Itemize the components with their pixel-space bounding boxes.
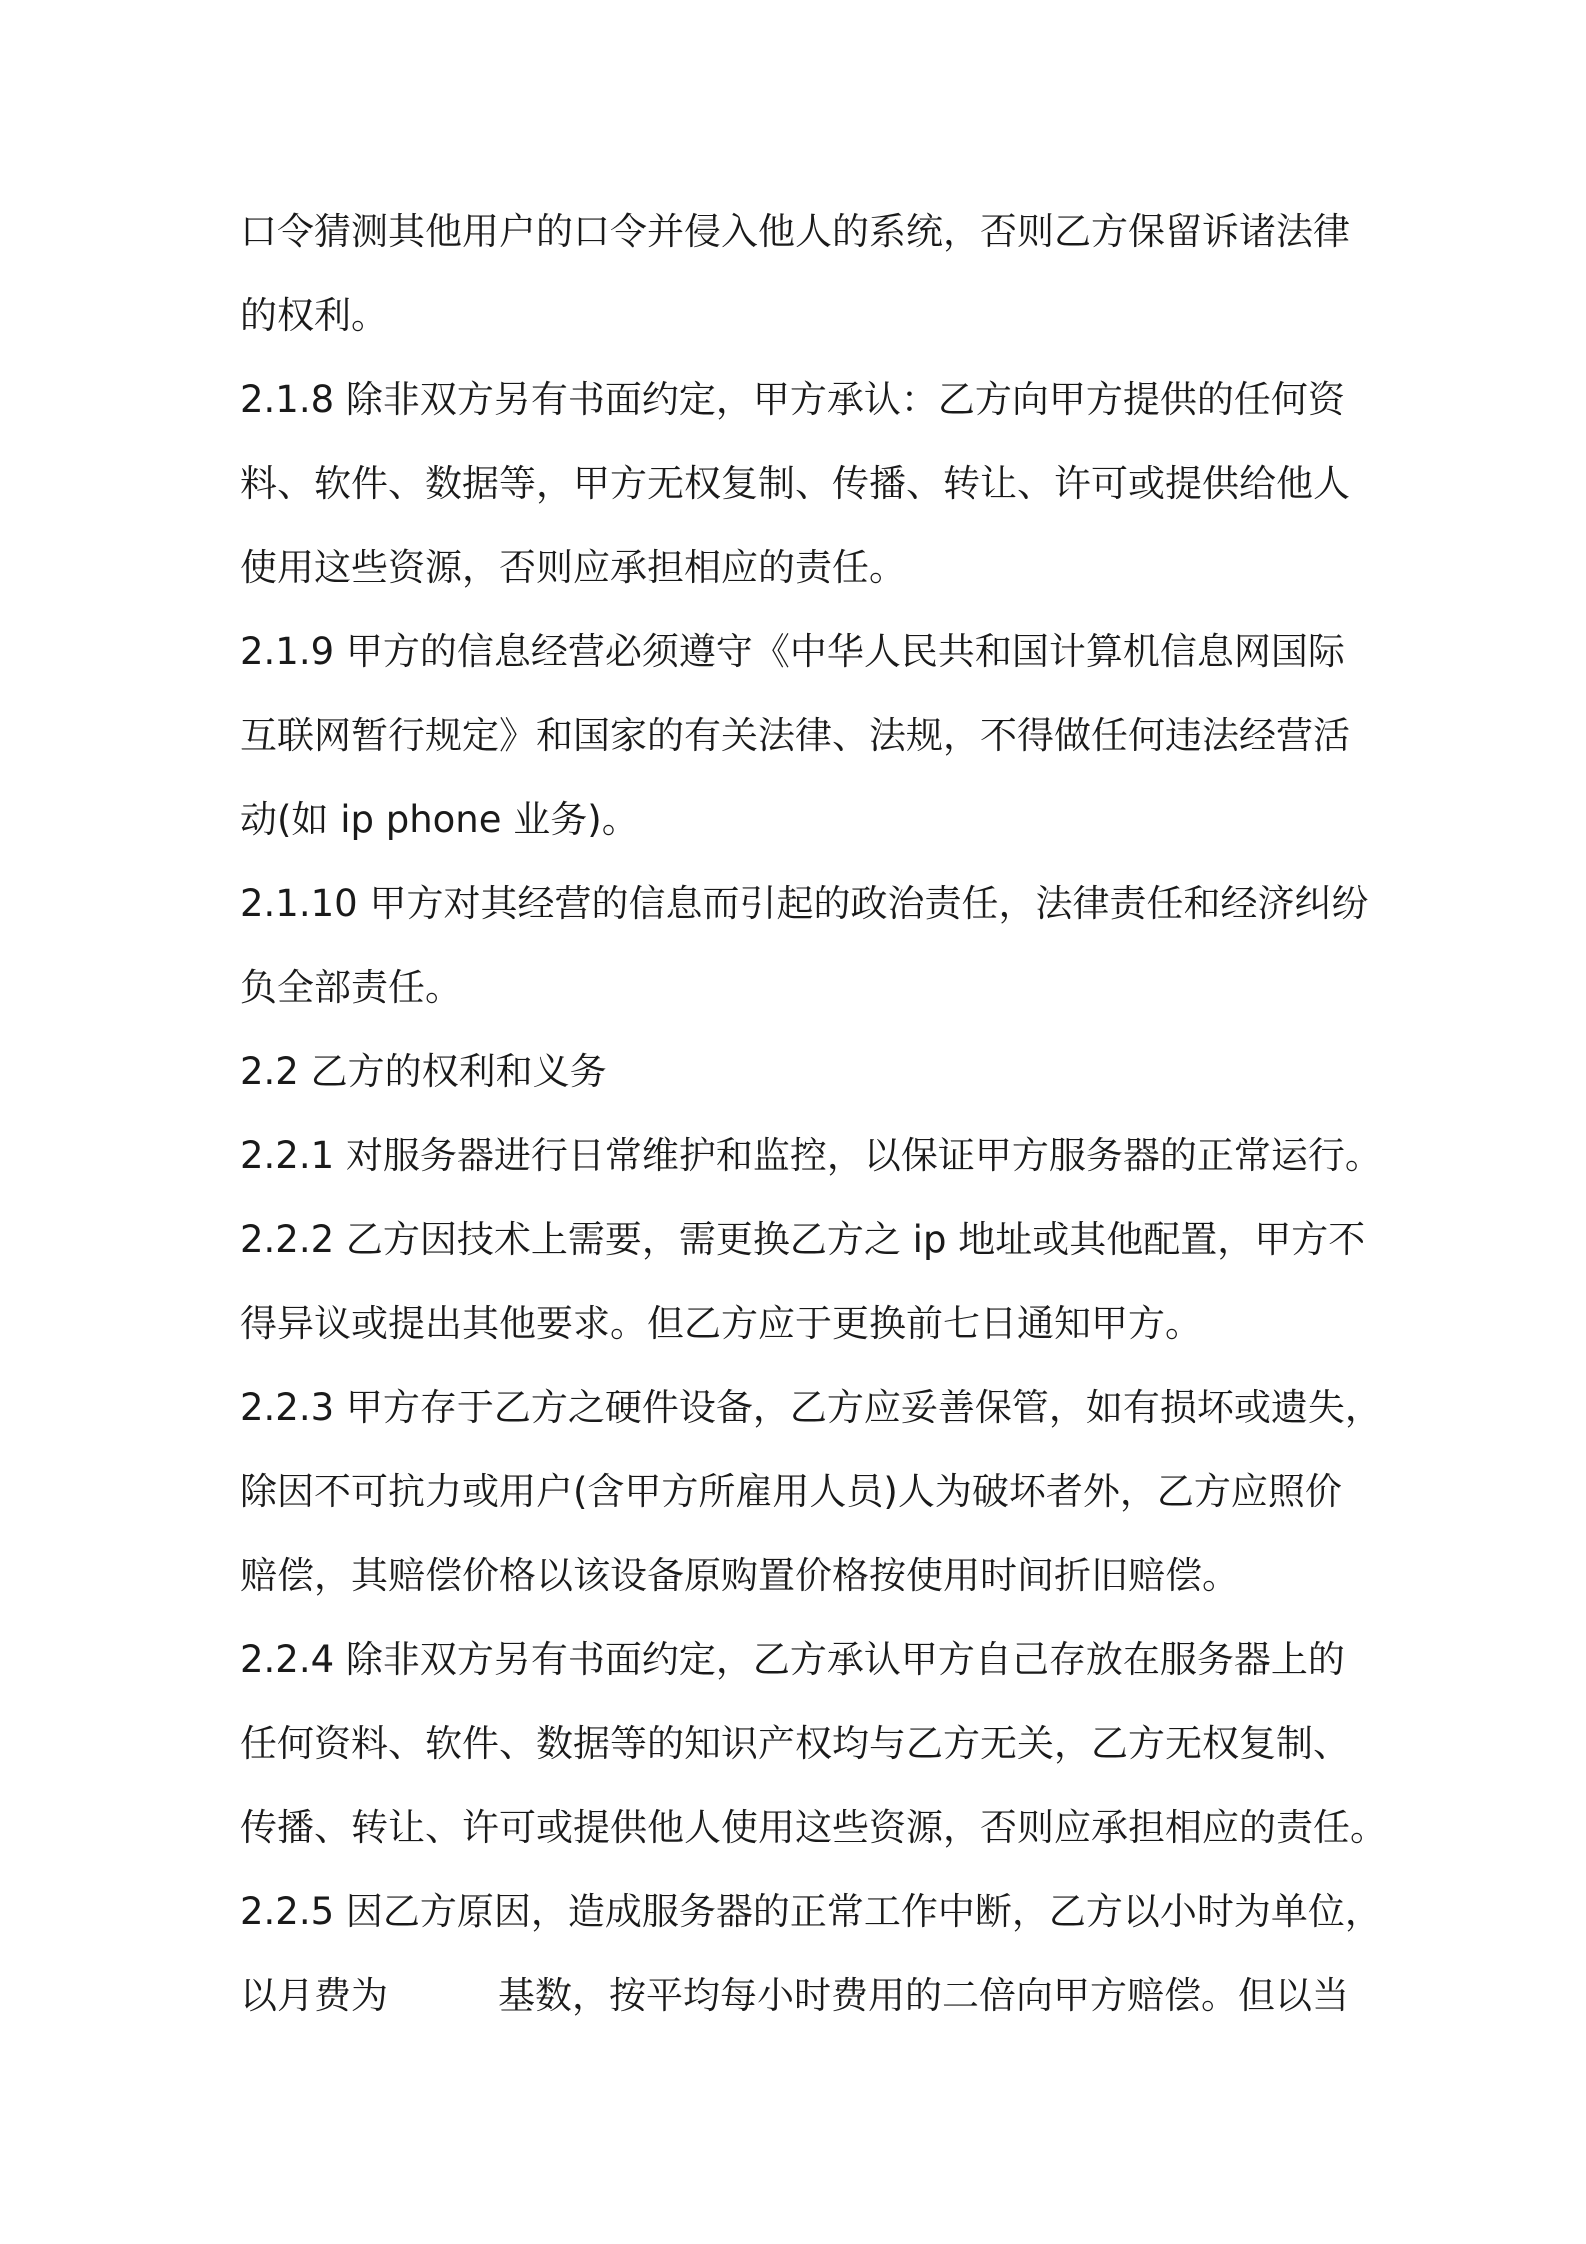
text-line: 2.1.10 甲方对其经营的信息而引起的政治责任，法律责任和经济纠纷 — [240, 882, 1369, 925]
text-line: 任何资料、软件、数据等的知识产权均与乙方无关，乙方无权复制、 — [240, 1722, 1350, 1765]
text-line: 的权利。 — [240, 294, 388, 337]
text-line: 传播、转让、许可或提供他人使用这些资源，否则应承担相应的责任。 — [240, 1806, 1387, 1849]
text-line: 料、软件、数据等，甲方无权复制、传播、转让、许可或提供给他人 — [240, 462, 1350, 505]
text-line: 得异议或提出其他要求。但乙方应于更换前七日通知甲方。 — [240, 1302, 1202, 1345]
text-line: 赔偿，其赔偿价格以该设备原购置价格按使用时间折旧赔偿。 — [240, 1554, 1239, 1597]
text-line: 除因不可抗力或用户(含甲方所雇用人员)人为破坏者外，乙方应照价 — [240, 1470, 1342, 1513]
section-heading: 2.2 乙方的权利和义务 — [240, 1050, 607, 1093]
text-line: 2.1.8 除非双方另有书面约定，甲方承认：乙方向甲方提供的任何资 — [240, 378, 1345, 421]
text-line-with-blank — [240, 1954, 1360, 2038]
text-segment: 以月费为 — [240, 1974, 388, 2017]
text-line: 使用这些资源，否则应承担相应的责任。 — [240, 546, 906, 589]
document-body — [240, 190, 1387, 2038]
text-line: 2.1.9 甲方的信息经营必须遵守《中华人民共和国计算机信息网国际 — [240, 630, 1345, 673]
text-line: 动(如 ip phone 业务)。 — [240, 798, 639, 841]
text-line: 2.2.4 除非双方另有书面约定，乙方承认甲方自己存放在服务器上的 — [240, 1638, 1345, 1681]
text-line: 互联网暂行规定》和国家的有关法律、法规，不得做任何违法经营活 — [240, 714, 1350, 757]
text-line: 2.2.3 甲方存于乙方之硬件设备，乙方应妥善保管，如有损坏或遗失， — [240, 1386, 1382, 1429]
text-line: 口令猜测其他用户的口令并侵入他人的系统，否则乙方保留诉诸法律 — [240, 210, 1350, 253]
text-segment: 基数，按平均每小时费用的二倍向甲方赔偿。但以当 — [498, 1974, 1349, 2017]
text-line: 2.2.5 因乙方原因，造成服务器的正常工作中断，乙方以小时为单位， — [240, 1890, 1382, 1933]
text-line: 2.2.1 对服务器进行日常维护和监控，以保证甲方服务器的正常运行。 — [240, 1134, 1382, 1177]
text-line: 2.2.2 乙方因技术上需要，需更换乙方之 ip 地址或其他配置，甲方不 — [240, 1218, 1366, 1261]
text-line: 负全部责任。 — [240, 966, 462, 1009]
